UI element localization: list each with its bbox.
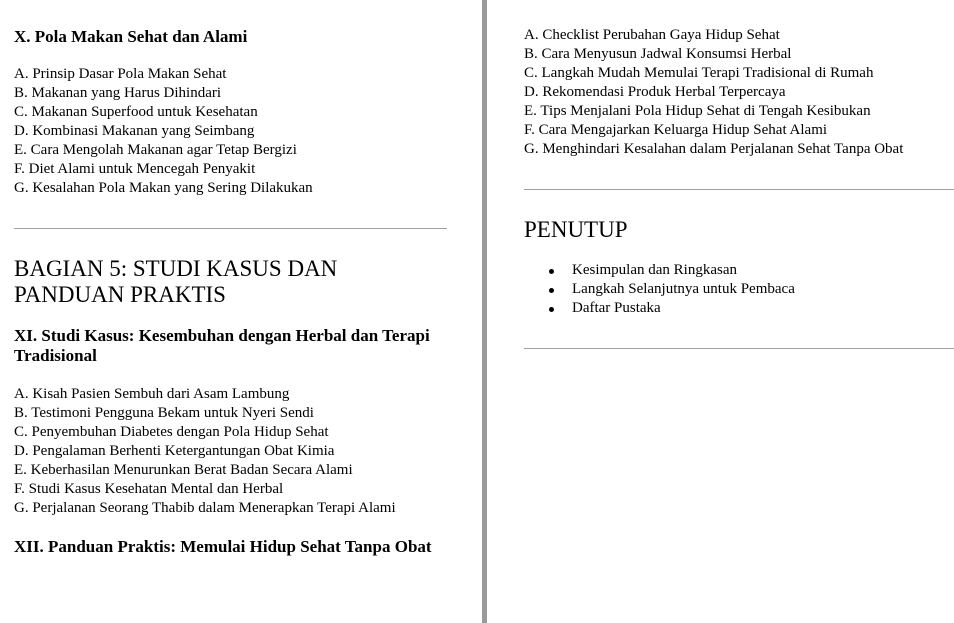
section-xii-list <box>524 26 903 159</box>
list-item: G. Perjalanan Seorang Thabib dalam Menerapkan Terapi Alami <box>14 500 396 516</box>
list-item: E. Cara Mengolah Makanan agar Tetap Bergizi <box>14 142 297 158</box>
list-item <box>524 299 795 318</box>
section-x-heading: X. Pola Makan Sehat dan Alami <box>14 27 248 46</box>
closing-list <box>524 261 795 318</box>
list-item: D. Rekomendasi Produk Herbal Terpercaya <box>524 84 786 100</box>
list-item: E. Keberhasilan Menurunkan Berat Badan Secara Alami <box>14 462 353 478</box>
list-item: C. Langkah Mudah Memulai Terapi Tradisional di Rumah <box>524 65 874 81</box>
list-item: D. Pengalaman Berhenti Ketergantungan Obat Kimia <box>14 443 335 459</box>
list-item: F. Diet Alami untuk Mencegah Penyakit <box>14 161 256 177</box>
bullet-icon <box>549 269 554 274</box>
part-5-heading: BAGIAN 5: STUDI KASUS DAN PANDUAN PRAKTIS <box>14 256 338 307</box>
list-item: G. Kesalahan Pola Makan yang Sering Dilakukan <box>14 180 313 196</box>
bullet-icon <box>549 288 554 293</box>
list-item-label: Langkah Selanjutnya untuk Pembaca <box>572 281 795 297</box>
list-item: A. Kisah Pasien Sembuh dari Asam Lambung <box>14 386 290 402</box>
section-divider <box>524 348 954 349</box>
section-xii-heading: XII. Panduan Praktis: Memulai Hidup Sehat Tanpa Obat <box>14 537 432 556</box>
section-x-list <box>14 65 313 198</box>
list-item: A. Prinsip Dasar Pola Makan Sehat <box>14 66 227 82</box>
list-item <box>524 280 795 299</box>
list-item-label: Daftar Pustaka <box>572 300 661 316</box>
list-item: G. Menghindari Kesalahan dalam Perjalanan Sehat Tanpa Obat <box>524 141 904 157</box>
list-item: F. Cara Mengajarkan Keluarga Hidup Sehat Alami <box>524 122 828 138</box>
bullet-icon <box>549 307 554 312</box>
list-item: F. Studi Kasus Kesehatan Mental dan Herbal <box>14 481 284 497</box>
section-divider <box>524 189 954 190</box>
section-divider <box>14 228 447 229</box>
page-break-divider <box>482 0 487 623</box>
list-item: E. Tips Menjalani Pola Hidup Sehat di Tengah Kesibukan <box>524 103 871 119</box>
list-item: D. Kombinasi Makanan yang Seimbang <box>14 123 255 139</box>
list-item: C. Makanan Superfood untuk Kesehatan <box>14 104 258 120</box>
section-xi-heading: XI. Studi Kasus: Kesembuhan dengan Herbal dan Terapi Tradisional <box>14 326 430 365</box>
list-item: A. Checklist Perubahan Gaya Hidup Sehat <box>524 27 780 43</box>
list-item: C. Penyembuhan Diabetes dengan Pola Hidup Sehat <box>14 424 329 440</box>
closing-heading: PENUTUP <box>524 217 628 242</box>
list-item-label: Kesimpulan dan Ringkasan <box>572 262 737 278</box>
list-item <box>524 261 795 280</box>
section-xi-list <box>14 385 396 518</box>
list-item: B. Cara Menyusun Jadwal Konsumsi Herbal <box>524 46 792 62</box>
list-item: B. Makanan yang Harus Dihindari <box>14 85 222 101</box>
list-item: B. Testimoni Pengguna Bekam untuk Nyeri Sendi <box>14 405 314 421</box>
